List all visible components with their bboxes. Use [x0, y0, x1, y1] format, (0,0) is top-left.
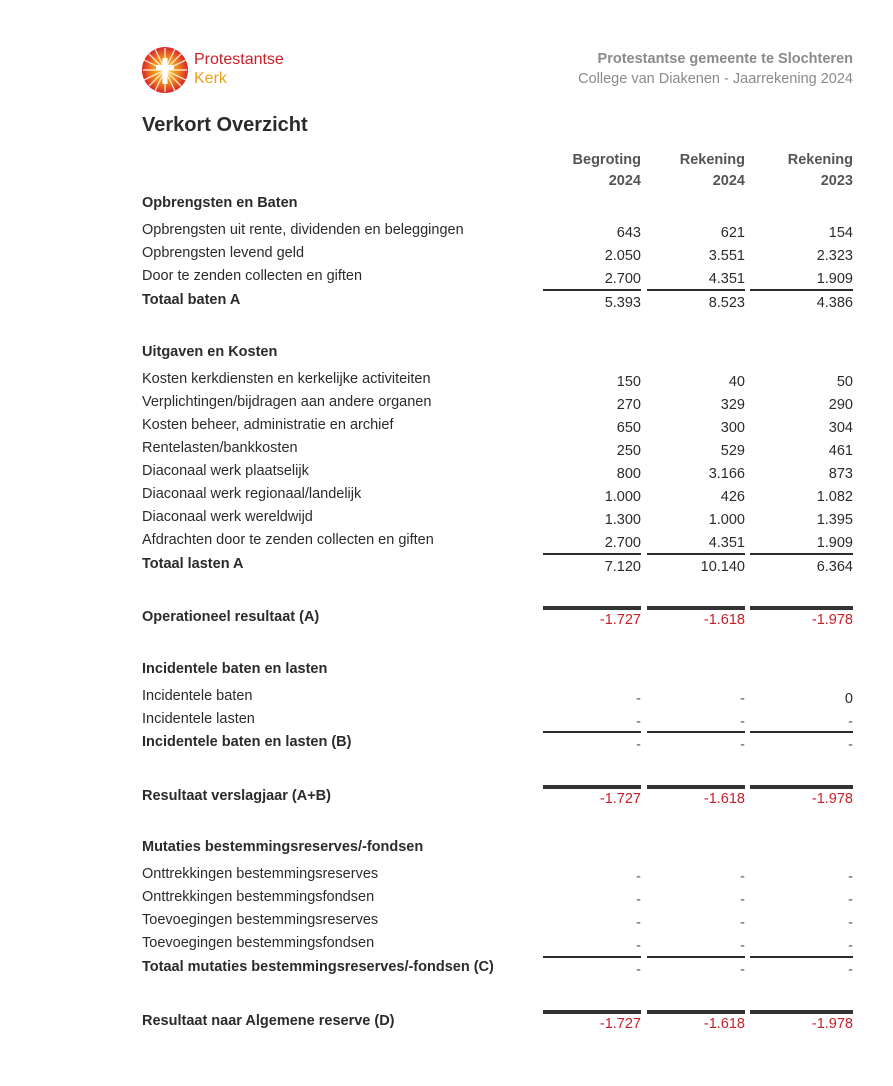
section-heading: [142, 344, 853, 366]
row-label: Mutaties bestemmingsreserves/-fondsen: [142, 839, 424, 855]
value-cell: 329: [720, 397, 745, 413]
value-cell: -: [848, 915, 853, 931]
value-cell: 621: [720, 225, 745, 241]
double-rule: [750, 785, 853, 789]
value-cell: 4.351: [708, 271, 745, 287]
table-row: [142, 394, 853, 416]
subtotal-rule: [647, 553, 745, 555]
value-cell: -: [740, 938, 745, 954]
subtotal-rule: [647, 289, 745, 291]
value-cell: -: [848, 714, 853, 730]
table-row: [142, 509, 853, 531]
row-label: Toevoegingen bestemmingsfondsen: [142, 935, 375, 951]
subtotal-rule: [543, 553, 641, 555]
page-title: Verkort Overzicht: [142, 114, 308, 136]
value-cell: -: [636, 737, 641, 753]
subtotal-rule: [750, 289, 853, 291]
value-cell: -: [636, 962, 641, 978]
table-row: [142, 486, 853, 508]
column-header-line2: 2023: [820, 173, 853, 189]
value-cell: -1.978: [811, 791, 853, 807]
row-label: Onttrekkingen bestemmingsreserves: [142, 866, 379, 882]
value-cell: -: [636, 938, 641, 954]
row-label: Door te zenden collecten en giften: [142, 268, 363, 284]
subtotal-rule: [543, 289, 641, 291]
value-cell: 1.909: [816, 271, 853, 287]
value-cell: 50: [836, 374, 853, 390]
value-cell: -: [848, 737, 853, 753]
value-cell: 5.393: [604, 295, 641, 311]
value-cell: 6.364: [816, 559, 853, 575]
subtotal-rule: [750, 956, 853, 958]
table-row: [142, 912, 853, 934]
table-row: [142, 417, 853, 439]
value-cell: -: [740, 714, 745, 730]
column-header-line1: Rekening: [679, 152, 745, 168]
row-label: Rentelasten/bankkosten: [142, 440, 298, 456]
value-cell: 873: [828, 466, 853, 482]
column-header-line2: 2024: [712, 173, 745, 189]
value-cell: -1.978: [811, 612, 853, 628]
double-rule: [647, 606, 745, 610]
column-header-line2: 2024: [608, 173, 641, 189]
value-cell: 643: [616, 225, 641, 241]
value-cell: 2.323: [816, 248, 853, 264]
value-cell: -: [848, 869, 853, 885]
subtotal-rule: [750, 553, 853, 555]
row-label: Kosten kerkdiensten en kerkelijke activiteiten: [142, 371, 431, 387]
value-cell: 800: [616, 466, 641, 482]
row-label: Opbrengsten en Baten: [142, 195, 298, 211]
value-cell: 270: [616, 397, 641, 413]
value-cell: -: [740, 869, 745, 885]
double-rule: [750, 606, 853, 610]
value-cell: 3.551: [708, 248, 745, 264]
value-cell: 8.523: [708, 295, 745, 311]
row-label: Uitgaven en Kosten: [142, 344, 278, 360]
value-cell: 290: [828, 397, 853, 413]
row-label: Resultaat verslagjaar (A+B): [142, 788, 331, 804]
total-row: [142, 959, 853, 981]
value-cell: -1.618: [703, 791, 745, 807]
logo-line1: Protestantse: [194, 51, 284, 68]
value-cell: 304: [828, 420, 853, 436]
value-cell: 1.000: [604, 489, 641, 505]
value-cell: 7.120: [604, 559, 641, 575]
row-label: Totaal lasten A: [142, 556, 244, 572]
double-rule: [647, 785, 745, 789]
value-cell: 154: [828, 225, 853, 241]
value-cell: 2.050: [604, 248, 641, 264]
value-cell: 4.351: [708, 535, 745, 551]
row-label: Resultaat naar Algemene reserve (D): [142, 1013, 395, 1029]
value-cell: -: [848, 938, 853, 954]
value-cell: -: [740, 915, 745, 931]
row-label: Diaconaal werk wereldwijd: [142, 509, 313, 525]
document-header: [578, 49, 853, 89]
subtotal-rule: [647, 731, 745, 733]
value-cell: 10.140: [700, 559, 745, 575]
value-cell: 650: [616, 420, 641, 436]
logo-wordmark: [194, 50, 284, 88]
double-rule: [543, 785, 641, 789]
section-heading: [142, 661, 853, 683]
row-label: Afdrachten door te zenden collecten en giften: [142, 532, 434, 548]
result-row: [142, 1013, 853, 1035]
result-row: [142, 788, 853, 810]
value-cell: -1.618: [703, 612, 745, 628]
double-rule: [543, 606, 641, 610]
value-cell: 2.700: [604, 535, 641, 551]
value-cell: -1.727: [599, 791, 641, 807]
value-cell: 250: [616, 443, 641, 459]
value-cell: -: [636, 869, 641, 885]
table-row: [142, 935, 853, 957]
table-row: [142, 711, 853, 733]
value-cell: -: [636, 714, 641, 730]
row-label: Onttrekkingen bestemmingsfondsen: [142, 889, 375, 905]
value-cell: -: [636, 892, 641, 908]
value-cell: -: [740, 737, 745, 753]
table-row: [142, 268, 853, 290]
row-label: Toevoegingen bestemmingsreserves: [142, 912, 379, 928]
value-cell: 1.082: [816, 489, 853, 505]
value-cell: 1.000: [708, 512, 745, 528]
row-label: Incidentele baten en lasten: [142, 661, 328, 677]
value-cell: 1.395: [816, 512, 853, 528]
value-cell: 40: [728, 374, 745, 390]
table-row: [142, 688, 853, 710]
row-label: Incidentele lasten: [142, 711, 255, 727]
table-row: [142, 532, 853, 554]
row-label: Totaal mutaties bestemmingsreserves/-fondsen (C): [142, 959, 494, 975]
subtotal-rule: [543, 956, 641, 958]
subtotal-rule: [750, 731, 853, 733]
row-label: Totaal baten A: [142, 292, 241, 308]
column-header-line1: Begroting: [572, 152, 641, 168]
column-header-line1: Rekening: [787, 152, 853, 168]
value-cell: 4.386: [816, 295, 853, 311]
row-label: Incidentele baten: [142, 688, 253, 704]
protestantse-kerk-logo-icon: [141, 46, 189, 94]
organization-name: Protestantse gemeente te Slochteren: [597, 51, 853, 67]
double-rule: [750, 1010, 853, 1014]
table-row: [142, 245, 853, 267]
value-cell: 0: [844, 691, 853, 707]
column-header-rekening-2023: [788, 150, 853, 192]
value-cell: -: [740, 892, 745, 908]
subtotal-rule: [543, 731, 641, 733]
total-row: [142, 556, 853, 578]
value-cell: -: [740, 962, 745, 978]
value-cell: -1.727: [599, 1016, 641, 1032]
section-heading: [142, 195, 853, 217]
value-cell: 1.300: [604, 512, 641, 528]
row-label: Incidentele baten en lasten (B): [142, 734, 352, 750]
value-cell: -: [848, 962, 853, 978]
value-cell: 300: [720, 420, 745, 436]
table-row: [142, 889, 853, 911]
column-header-begroting-2024: [573, 150, 641, 192]
logo-line2: Kerk: [194, 70, 227, 87]
double-rule: [647, 1010, 745, 1014]
value-cell: 461: [828, 443, 853, 459]
value-cell: 3.166: [708, 466, 745, 482]
value-cell: -: [636, 915, 641, 931]
result-row: [142, 609, 853, 631]
double-rule: [543, 1010, 641, 1014]
row-label: Opbrengsten uit rente, dividenden en beleggingen: [142, 222, 464, 238]
value-cell: -1.727: [599, 612, 641, 628]
row-label: Verplichtingen/bijdragen aan andere organen: [142, 394, 432, 410]
value-cell: -1.618: [703, 1016, 745, 1032]
section-heading: [142, 839, 853, 861]
row-label: Diaconaal werk plaatselijk: [142, 463, 309, 479]
table-row: [142, 463, 853, 485]
document-subtitle: College van Diakenen - Jaarrekening 2024: [578, 71, 853, 87]
table-row: [142, 866, 853, 888]
column-header-rekening-2024: [680, 150, 745, 192]
table-row: [142, 440, 853, 462]
value-cell: -: [740, 691, 745, 707]
value-cell: -1.978: [811, 1016, 853, 1032]
row-label: Operationeel resultaat (A): [142, 609, 320, 625]
row-label: Kosten beheer, administratie en archief: [142, 417, 394, 433]
row-label: Opbrengsten levend geld: [142, 245, 305, 261]
total-row: [142, 292, 853, 314]
value-cell: 529: [720, 443, 745, 459]
value-cell: 426: [720, 489, 745, 505]
value-cell: 2.700: [604, 271, 641, 287]
value-cell: -: [848, 892, 853, 908]
table-row: [142, 371, 853, 393]
subtotal-rule: [647, 956, 745, 958]
total-row: [142, 734, 853, 756]
value-cell: -: [636, 691, 641, 707]
table-row: [142, 222, 853, 244]
value-cell: 150: [616, 374, 641, 390]
value-cell: 1.909: [816, 535, 853, 551]
row-label: Diaconaal werk regionaal/landelijk: [142, 486, 362, 502]
